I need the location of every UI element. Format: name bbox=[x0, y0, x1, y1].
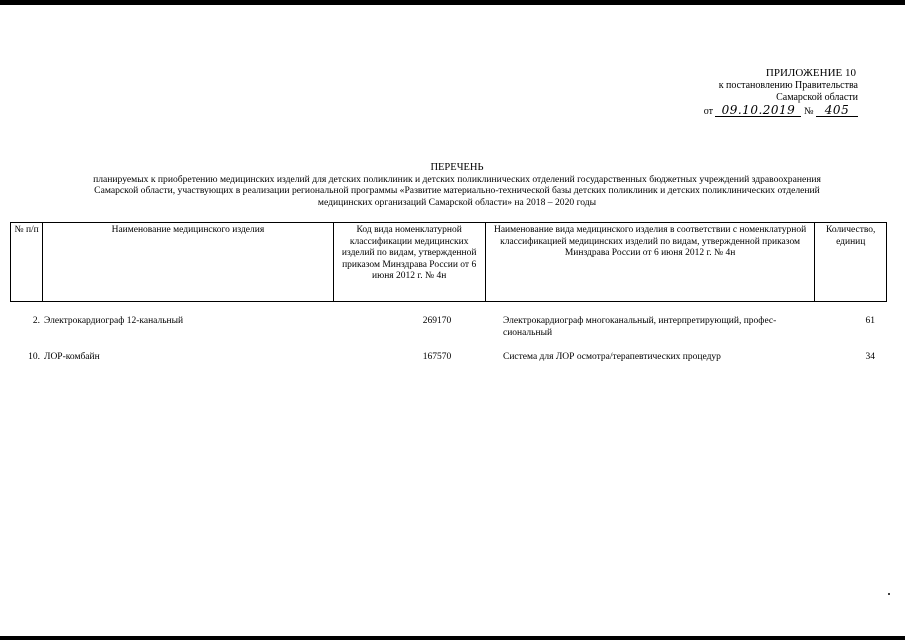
row-device-name: Электрокардиограф 12-канальный bbox=[44, 316, 184, 326]
heading-title: ПЕРЕЧЕНЬ bbox=[430, 162, 484, 173]
row-quantity: 34 bbox=[865, 352, 875, 362]
handwritten-date: 09.10.2019 bbox=[715, 105, 801, 117]
table-row bbox=[10, 315, 887, 341]
header-quantity: Количество, единиц bbox=[815, 223, 887, 302]
from-label: от bbox=[703, 106, 713, 117]
row-quantity: 61 bbox=[865, 316, 875, 326]
top-border bbox=[0, 0, 905, 5]
appendix-line-1: к постановлению Правительства bbox=[718, 80, 858, 91]
header-row bbox=[11, 223, 887, 302]
table-row bbox=[10, 351, 887, 365]
heading-line-1: планируемых к приобретению медицинских изделий для детских поликлиник и детских поликлинических отделений государственных бюджетных учреждений здравоохранения bbox=[93, 173, 821, 185]
handwritten-number: 405 bbox=[816, 105, 858, 117]
number-label: № bbox=[803, 106, 814, 117]
header-kind-name: Наименование вида медицинского изделия в соответствии с номенклатурной классификацией медицинских изделий по видам, утвержденной приказом Минздрава России от 6 июня 2012 г. № 4н bbox=[485, 223, 815, 302]
appendix-line-2: Самарской области bbox=[776, 92, 858, 103]
scan-speck bbox=[888, 593, 890, 595]
heading-line-2: Самарской области, участвующих в реализации региональной программы «Развитие материально-технической базы детских поликлиник и детских поликлинических отделений bbox=[94, 185, 820, 196]
header-table bbox=[10, 222, 887, 302]
row-number: 2. bbox=[32, 316, 40, 326]
appendix-block bbox=[658, 67, 858, 118]
header-device-name: Наименование медицинского изделия bbox=[43, 223, 333, 302]
row-device-name: ЛОР-комбайн bbox=[44, 352, 100, 362]
row-kind-name: Электрокардиограф многоканальный, интерпретирующий, профес-сиональный bbox=[503, 316, 777, 338]
header-number: № п/п bbox=[11, 223, 43, 302]
row-code: 167570 bbox=[422, 352, 452, 362]
signature-line bbox=[658, 105, 858, 118]
bottom-border bbox=[0, 636, 905, 640]
row-code: 269170 bbox=[422, 316, 452, 326]
heading-line-3: медицинских организаций Самарской области» на 2018 – 2020 годы bbox=[317, 196, 597, 208]
header-code: Код вида номенклатурной классификации медицинских изделий по видам, утвержденной приказом Минздрава России от 6 июня 2012 г. № 4н bbox=[333, 223, 485, 302]
document-heading bbox=[30, 162, 884, 208]
appendix-title: ПРИЛОЖЕНИЕ 10 bbox=[765, 67, 856, 79]
row-kind-name: Система для ЛОР осмотра/терапевтических процедур bbox=[503, 352, 721, 362]
row-number: 10. bbox=[28, 352, 40, 362]
